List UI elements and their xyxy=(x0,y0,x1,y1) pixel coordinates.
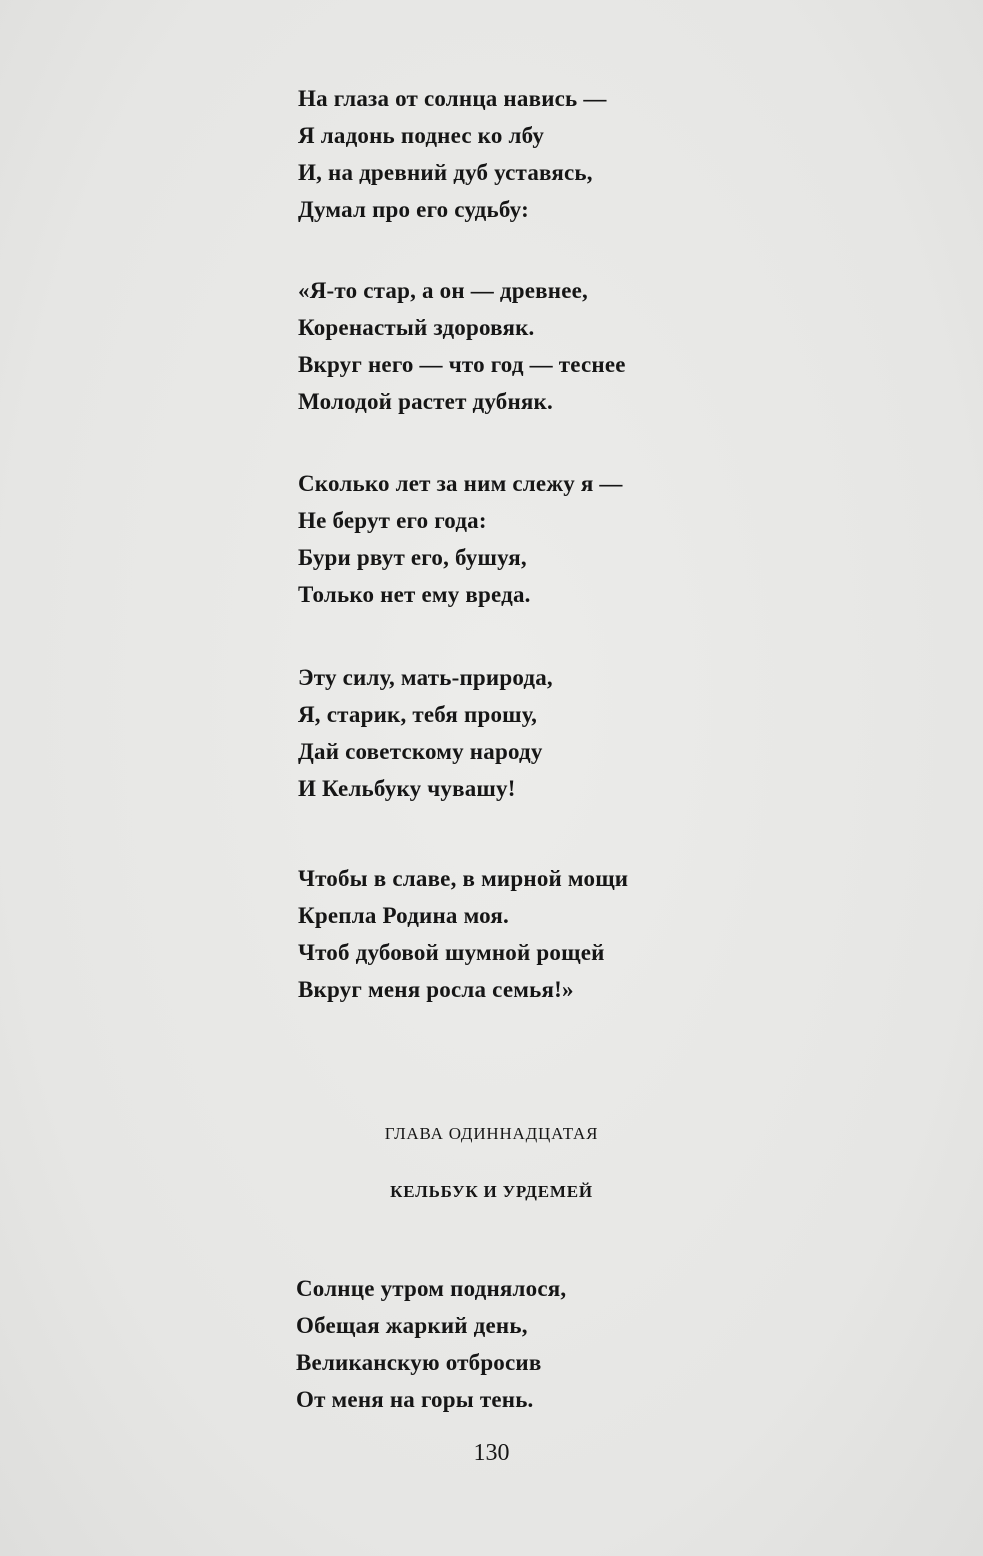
poem-line: Вкруг меня росла семья!» xyxy=(298,977,574,1002)
poem-line: На глаза от солнца навись — xyxy=(298,86,607,111)
poem-line: «Я-то стар, а он — древнее, xyxy=(298,278,588,303)
poem-line: Великанскую отбросив xyxy=(296,1350,542,1375)
poem-line: Крепла Родина моя. xyxy=(298,903,510,928)
chapter-number: ГЛАВА ОДИННАДЦАТАЯ xyxy=(384,1124,599,1143)
poem-line: Только нет ему вреда. xyxy=(298,582,531,607)
chapter-title: КЕЛЬБУК И УРДЕМЕЙ xyxy=(390,1182,593,1201)
poem-line: Я, старик, тебя прошу, xyxy=(298,702,538,727)
stanza-1 xyxy=(298,80,607,228)
poem-line: Дай советскому народу xyxy=(298,739,543,764)
poem-line: Не берут его года: xyxy=(298,508,487,533)
poem-line: И, на древний дуб уставясь, xyxy=(298,160,593,185)
poem-line: Чтоб дубовой шумной рощей xyxy=(298,940,605,965)
poem-line: От меня на горы тень. xyxy=(296,1387,534,1412)
poem-line: Молодой растет дубняк. xyxy=(298,389,553,414)
stanza-2 xyxy=(298,272,626,420)
poem-line: Эту силу, мать-природа, xyxy=(298,665,553,690)
poem-line: Чтобы в славе, в мирной мощи xyxy=(298,866,629,891)
chapter-stanza xyxy=(296,1270,756,1418)
poem-line: Сколько лет за ним слежу я — xyxy=(298,471,623,496)
poem-line: Я ладонь поднес ко лбу xyxy=(298,123,545,148)
poem-line: И Кельбуку чувашу! xyxy=(298,776,516,801)
poem-line: Коренастый здоровяк. xyxy=(298,315,535,340)
poem-line: Солнце утром поднялося, xyxy=(296,1276,567,1301)
poem-line: Обещая жаркий день, xyxy=(296,1313,528,1338)
page-number: 130 xyxy=(473,1440,510,1466)
stanza-3 xyxy=(298,465,623,613)
stanza-4 xyxy=(298,659,553,807)
poem-line: Думал про его судьбу: xyxy=(298,197,529,222)
poem-line: Бури рвут его, бушуя, xyxy=(298,545,527,570)
poem-line: Вкруг него — что год — теснее xyxy=(298,352,626,377)
stanza-5 xyxy=(298,860,628,1008)
